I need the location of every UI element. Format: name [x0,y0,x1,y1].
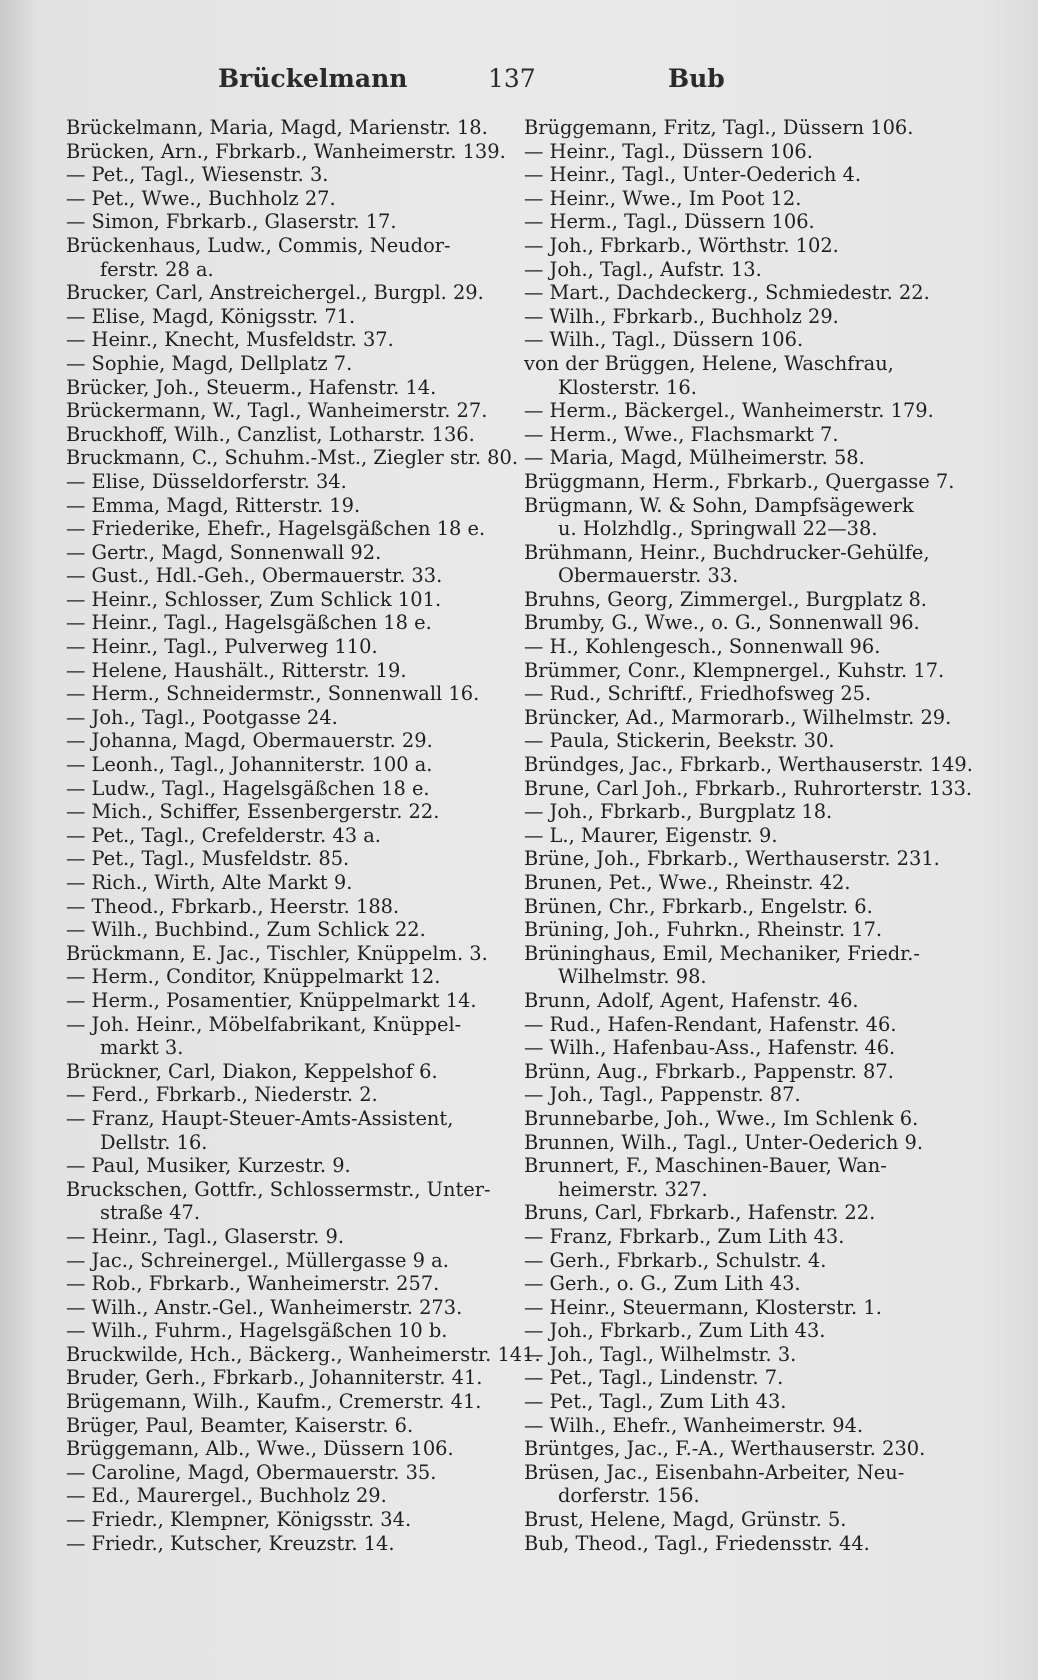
directory-entry: Brücker, Joh., Steuerm., Hafenstr. 14. [66,375,437,399]
directory-entry: — Wilh., Tagl., Düssern 106. [524,328,804,352]
directory-entry-continuation: Dellstr. 16. [100,1130,208,1154]
directory-entry-continuation: dorferstr. 156. [558,1484,700,1508]
directory-entry: — Wilh., Fuhrm., Hagelsgäßchen 10 b. [66,1319,448,1343]
directory-entry: — Heinr., Knecht, Musfeldstr. 37. [66,328,394,352]
directory-entry: Brückenhaus, Ludw., Commis, Neudor- [66,233,451,257]
directory-entry: Brunn, Adolf, Agent, Hafenstr. 46. [524,988,859,1012]
directory-entry: Brüger, Paul, Beamter, Kaiserstr. 6. [66,1413,414,1437]
directory-entry: — Simon, Fbrkarb., Glaserstr. 17. [66,210,397,234]
directory-entry: Bruckhoff, Wilh., Canzlist, Lotharstr. 136. [66,422,475,446]
directory-entry: — Wilh., Anstr.-Gel., Wanheimerstr. 273. [66,1295,463,1319]
directory-entry: — Sophie, Magd, Dellplatz 7. [66,351,353,375]
directory-entry: Bruckmann, C., Schuhm.-Mst., Ziegler str. 80. [66,446,519,470]
directory-entry: — Elise, Düsseldorferstr. 34. [66,469,347,493]
directory-entry: Brückelmann, Maria, Magd, Marienstr. 18. [66,116,488,139]
directory-entry: Brüntges, Jac., F.-A., Werthauserstr. 230. [524,1437,926,1461]
directory-entry: — Herm., Wwe., Flachsmarkt 7. [524,422,839,446]
directory-entry-continuation: u. Holzhdlg., Springwall 22—38. [558,517,878,541]
directory-entry: Brucker, Carl, Anstreichergel., Burgpl. 29. [66,281,484,305]
directory-entry: — Theod., Fbrkarb., Heerstr. 188. [66,894,400,918]
directory-entry: — Pet., Wwe., Buchholz 27. [66,186,336,210]
directory-entry: — Jac., Schreinergel., Müllergasse 9 a. [66,1248,449,1272]
directory-entry: Bruckwilde, Hch., Bäckerg., Wanheimerstr. 141. [66,1342,541,1366]
directory-entry: — Wilh., Hafenbau-Ass., Hafenstr. 46. [524,1036,896,1060]
directory-entry: — Franz, Haupt-Steuer-Amts-Assistent, [66,1106,454,1130]
directory-entry: — Heinr., Steuermann, Klosterstr. 1. [524,1295,882,1319]
directory-entry: — Paul, Musiker, Kurzestr. 9. [66,1154,351,1178]
left-column [66,116,541,1555]
directory-entry-continuation: Obermauerstr. 33. [558,564,739,588]
directory-entry: Brust, Helene, Magd, Grünstr. 5. [524,1508,847,1532]
directory-entry: Brückmann, E. Jac., Tischler, Knüppelm. 3. [66,941,488,965]
directory-entry: — Heinr., Tagl., Düssern 106. [524,139,813,163]
directory-entry: Brünen, Chr., Fbrkarb., Engelstr. 6. [524,894,873,918]
header-left-keyword: Brückelmann [218,64,408,93]
directory-entry: Brümmer, Conr., Klempnergel., Kuhstr. 17. [524,658,945,682]
directory-entry: — Franz, Fbrkarb., Zum Lith 43. [524,1224,845,1248]
directory-entry: — Wilh., Buchbind., Zum Schlick 22. [66,918,426,942]
directory-entry: — Ludw., Tagl., Hagelsgäßchen 18 e. [66,776,430,800]
directory-entry: — Pet., Tagl., Musfeldstr. 85. [66,847,350,871]
directory-entry: — Joh., Fbrkarb., Burgplatz 18. [524,800,833,824]
directory-entry: Brühmann, Heinr., Buchdrucker-Gehülfe, [524,540,930,564]
directory-entry: — Joh., Tagl., Aufstr. 13. [524,257,762,281]
directory-entry: Brüning, Joh., Fuhrkn., Rheinstr. 17. [524,918,883,942]
directory-entry: — Pet., Tagl., Crefelderstr. 43 a. [66,823,381,847]
directory-entry: Brüggemann, Alb., Wwe., Düssern 106. [66,1437,454,1461]
directory-entry: — Joh., Tagl., Wilhelmstr. 3. [524,1342,797,1366]
directory-entry: — Joh., Fbrkarb., Zum Lith 43. [524,1319,826,1343]
directory-entry: — Joh. Heinr., Möbelfabrikant, Knüppel- [66,1012,462,1036]
directory-entry: — Heinr., Tagl., Hagelsgäßchen 18 e. [66,611,432,635]
directory-entry: — Heinr., Schlosser, Zum Schlick 101. [66,587,442,611]
directory-entry: Brunen, Pet., Wwe., Rheinstr. 42. [524,871,851,894]
directory-entry: — H., Kohlengesch., Sonnenwall 96. [524,635,881,659]
directory-entry: Brücken, Arn., Fbrkarb., Wanheimerstr. 139. [66,139,506,163]
directory-entry: — Helene, Haushält., Ritterstr. 19. [66,658,407,682]
directory-entry: — Maria, Magd, Mülheimerstr. 58. [524,446,865,470]
directory-entry: — Ed., Maurergel., Buchholz 29. [66,1484,387,1508]
directory-entry: — Herm., Conditor, Knüppelmarkt 12. [66,965,441,989]
directory-entry-continuation: Wilhelmstr. 98. [558,965,707,989]
directory-entry-continuation: ferstr. 28 a. [100,257,214,281]
directory-entry: — Friedr., Kutscher, Kreuzstr. 14. [66,1531,395,1555]
directory-entry: Brügemann, Wilh., Kaufm., Cremerstr. 41. [66,1390,482,1414]
directory-entry: — Gertr., Magd, Sonnenwall 92. [66,540,382,564]
directory-entry: — Friedr., Klempner, Königsstr. 34. [66,1508,412,1532]
directory-entry: — Heinr., Tagl., Glaserstr. 9. [66,1224,345,1248]
directory-entry: — Friederike, Ehefr., Hagelsgäßchen 18 e. [66,517,486,541]
directory-entry: — Elise, Magd, Königsstr. 71. [66,304,356,328]
directory-entry: — Emma, Magd, Ritterstr. 19. [66,493,361,517]
directory-entry: — Mich., Schiffer, Essenbergerstr. 22. [66,800,440,824]
directory-entry: — L., Maurer, Eigenstr. 9. [524,823,778,847]
directory-entry: Brunnen, Wilh., Tagl., Unter-Oederich 9. [524,1130,924,1154]
directory-entry: — Herm., Posamentier, Knüppelmarkt 14. [66,988,477,1012]
directory-entry: Brunnebarbe, Joh., Wwe., Im Schlenk 6. [524,1106,919,1130]
directory-entry: — Pet., Tagl., Zum Lith 43. [524,1390,787,1414]
directory-entry: — Joh., Tagl., Pappenstr. 87. [524,1083,801,1107]
directory-entry: Brüncker, Ad., Marmorarb., Wilhelmstr. 29. [524,705,952,729]
directory-entry: — Ferd., Fbrkarb., Niederstr. 2. [66,1083,378,1107]
directory-entry: Brüggemann, Fritz, Tagl., Düssern 106. [524,116,914,139]
header-right-keyword: Bub [668,64,725,93]
directory-entry: Brügmann, W. & Sohn, Dampfsägewerk [524,493,914,517]
directory-entry: — Paula, Stickerin, Beekstr. 30. [524,729,835,753]
directory-entry-continuation: heimerstr. 327. [558,1177,708,1201]
directory-entry: — Gust., Hdl.-Geh., Obermauerstr. 33. [66,564,443,588]
directory-entry: — Mart., Dachdeckerg., Schmiedestr. 22. [524,281,930,305]
directory-entry: Brumby, G., Wwe., o. G., Sonnenwall 96. [524,611,920,635]
directory-entry: — Johanna, Magd, Obermauerstr. 29. [66,729,433,753]
directory-entry: Bruckschen, Gottfr., Schlossermstr., Unter- [66,1177,491,1201]
right-column [524,116,973,1555]
directory-entry: Brünn, Aug., Fbrkarb., Pappenstr. 87. [524,1059,894,1083]
directory-entry: Brunnert, F., Maschinen-Bauer, Wan- [524,1154,887,1178]
directory-entry: — Leonh., Tagl., Johanniterstr. 100 a. [66,753,433,777]
directory-entry-continuation: markt 3. [100,1036,184,1060]
directory-entry: — Pet., Tagl., Lindenstr. 7. [524,1366,784,1390]
directory-entry: — Pet., Tagl., Wiesenstr. 3. [66,163,329,187]
directory-entry: Bruns, Carl, Fbrkarb., Hafenstr. 22. [524,1201,876,1225]
directory-entry-continuation: Klosterstr. 16. [558,375,697,399]
directory-entry: Bründges, Jac., Fbrkarb., Werthauserstr. 149. [524,753,973,777]
directory-entry: — Gerh., o. G., Zum Lith 43. [524,1272,801,1296]
directory-entry: Brüsen, Jac., Eisenbahn-Arbeiter, Neu- [524,1460,905,1484]
directory-entry: Brückermann, W., Tagl., Wanheimerstr. 27. [66,399,488,423]
directory-entry: — Heinr., Tagl., Pulverweg 110. [66,635,378,659]
directory-entry: — Joh., Fbrkarb., Wörthstr. 102. [524,233,839,257]
directory-entry: Brüggmann, Herm., Fbrkarb., Quergasse 7. [524,469,955,493]
directory-entry: Brüne, Joh., Fbrkarb., Werthauserstr. 231. [524,847,940,871]
directory-entry: Bub, Theod., Tagl., Friedensstr. 44. [524,1531,870,1555]
directory-entry: — Rob., Fbrkarb., Wanheimerstr. 257. [66,1272,440,1296]
directory-entry: — Wilh., Fbrkarb., Buchholz 29. [524,304,839,328]
directory-entry: — Joh., Tagl., Pootgasse 24. [66,705,338,729]
directory-entry-continuation: straße 47. [100,1201,201,1225]
directory-entry: — Heinr., Tagl., Unter-Oederich 4. [524,163,862,187]
directory-entry: — Heinr., Wwe., Im Poot 12. [524,186,802,210]
directory-entry: — Herm., Bäckergel., Wanheimerstr. 179. [524,399,934,423]
page-number: 137 [488,64,536,93]
directory-entry: — Gerh., Fbrkarb., Schulstr. 4. [524,1248,827,1272]
directory-entry: — Caroline, Magd, Obermauerstr. 35. [66,1460,437,1484]
directory-entry: Brüninghaus, Emil, Mechaniker, Friedr.- [524,941,920,965]
directory-entry: Bruhns, Georg, Zimmergel., Burgplatz 8. [524,587,927,611]
directory-entry: Brückner, Carl, Diakon, Keppelshof 6. [66,1059,438,1083]
directory-entry: — Wilh., Ehefr., Wanheimerstr. 94. [524,1413,864,1437]
directory-entry: — Rich., Wirth, Alte Markt 9. [66,871,353,894]
directory-entry: von der Brüggen, Helene, Waschfrau, [524,351,894,375]
directory-entry: — Rud., Schriftf., Friedhofsweg 25. [524,682,872,706]
directory-entry: — Herm., Tagl., Düssern 106. [524,210,815,234]
directory-entry: Brune, Carl Joh., Fbrkarb., Ruhrorterstr. 133. [524,776,973,800]
directory-entry: — Rud., Hafen-Rendant, Hafenstr. 46. [524,1012,897,1036]
directory-entry: — Herm., Schneidermstr., Sonnenwall 16. [66,682,480,706]
page-header [0,64,1038,104]
directory-entry: Bruder, Gerh., Fbrkarb., Johanniterstr. 41. [66,1366,483,1390]
